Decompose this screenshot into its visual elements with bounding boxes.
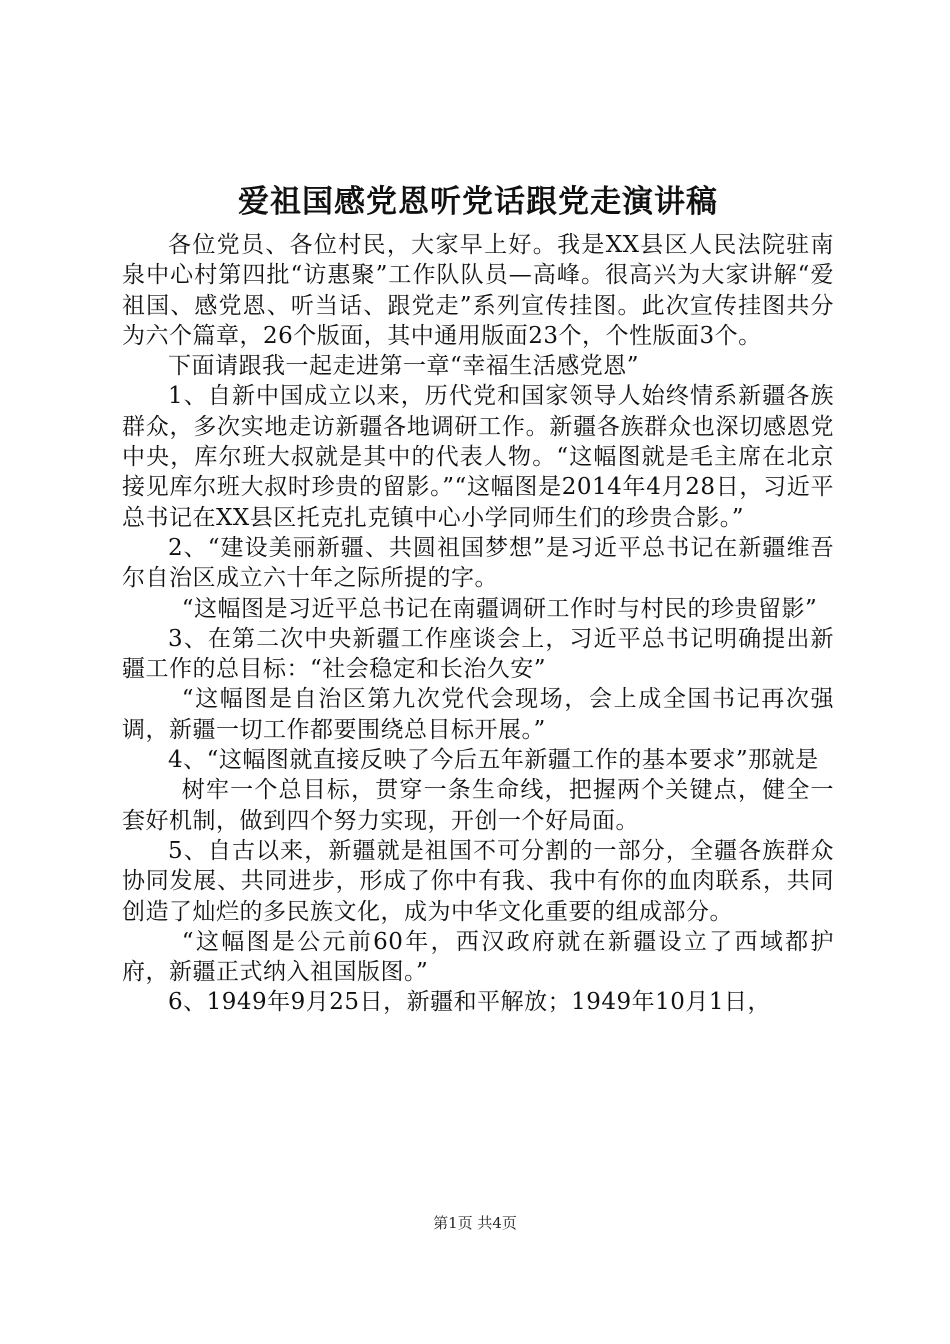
paragraph-item-3: 3、在第二次中央新疆工作座谈会上，习近平总书记明确提出新疆工作的总目标：“社会稳定和长治久安” [122, 625, 834, 683]
paragraph-item-6: 6、1949年9月25日，新疆和平解放；1949年10月1日， [168, 989, 771, 1016]
page-number-footer: 第1页 共4页 [433, 1214, 517, 1232]
paragraph-quote-5: “这幅图是公元前60年，西汉政府就在新疆设立了西域都护府，新疆正式纳入祖国版图。” [122, 928, 834, 986]
paragraph-item-2: 2、“建设美丽新疆、共圆祖国梦想”是习近平总书记在新疆维吾尔自治区成立六十年之际所提的字。 [122, 534, 834, 592]
paragraph-quote-2: “这幅图是习近平总书记在南疆调研工作时与村民的珍贵留影” [181, 595, 818, 622]
paragraph-item-1: 1、自新中国成立以来，历代党和国家领导人始终情系新疆各族群众，多次实地走访新疆各地调研工作。新疆各族群众也深切感恩党中央，库尔班大叔就是其中的代表人物。“这幅图就是毛主席在北京接见库尔班大叔时珍贵的留影。”“这幅图是2014年4月28日，习近平总书记在XX县区托克扎克镇中心小学同师生们的珍贵合影。” [122, 383, 834, 531]
paragraph-greeting: 各位党员、各位村民，大家早上好。我是XX县区人民法院驻南泉中心村第四批“访惠聚”工作队队员—高峰。很高兴为大家讲解“爱祖国、感党恩、听当话、跟党走”系列宣传挂图。此次宣传挂图共分为六个篇章，26个版面，其中通用版面23个，个性版面3个。 [122, 232, 834, 349]
document-body [122, 230, 834, 1018]
paragraph-chapter-one-intro: 下面请跟我一起走进第一章“幸福生活感党恩” [168, 353, 640, 380]
paragraph-quote-3: “这幅图是自治区第九次党代会现场，会上成全国书记再次强调，新疆一切工作都要围绕总目标开展。” [122, 686, 834, 743]
paragraph-item-4-detail: 树牢一个总目标，贯穿一条生命线，把握两个关键点，健全一套好机制，做到四个努力实现，开创一个好局面。 [122, 777, 834, 834]
document-page [122, 182, 834, 1018]
paragraph-item-4: 4、“这幅图就直接反映了今后五年新疆工作的基本要求”那就是 [168, 747, 819, 774]
paragraph-item-5: 5、自古以来，新疆就是祖国不可分割的一部分，全疆各族群众协同发展、共同进步，形成了你中有我、我中有你的血肉联系，共同创造了灿烂的多民族文化，成为中华文化重要的组成部分。 [122, 837, 834, 925]
document-title: 爱祖国感党恩听党话跟党走演讲稿 [238, 184, 718, 220]
